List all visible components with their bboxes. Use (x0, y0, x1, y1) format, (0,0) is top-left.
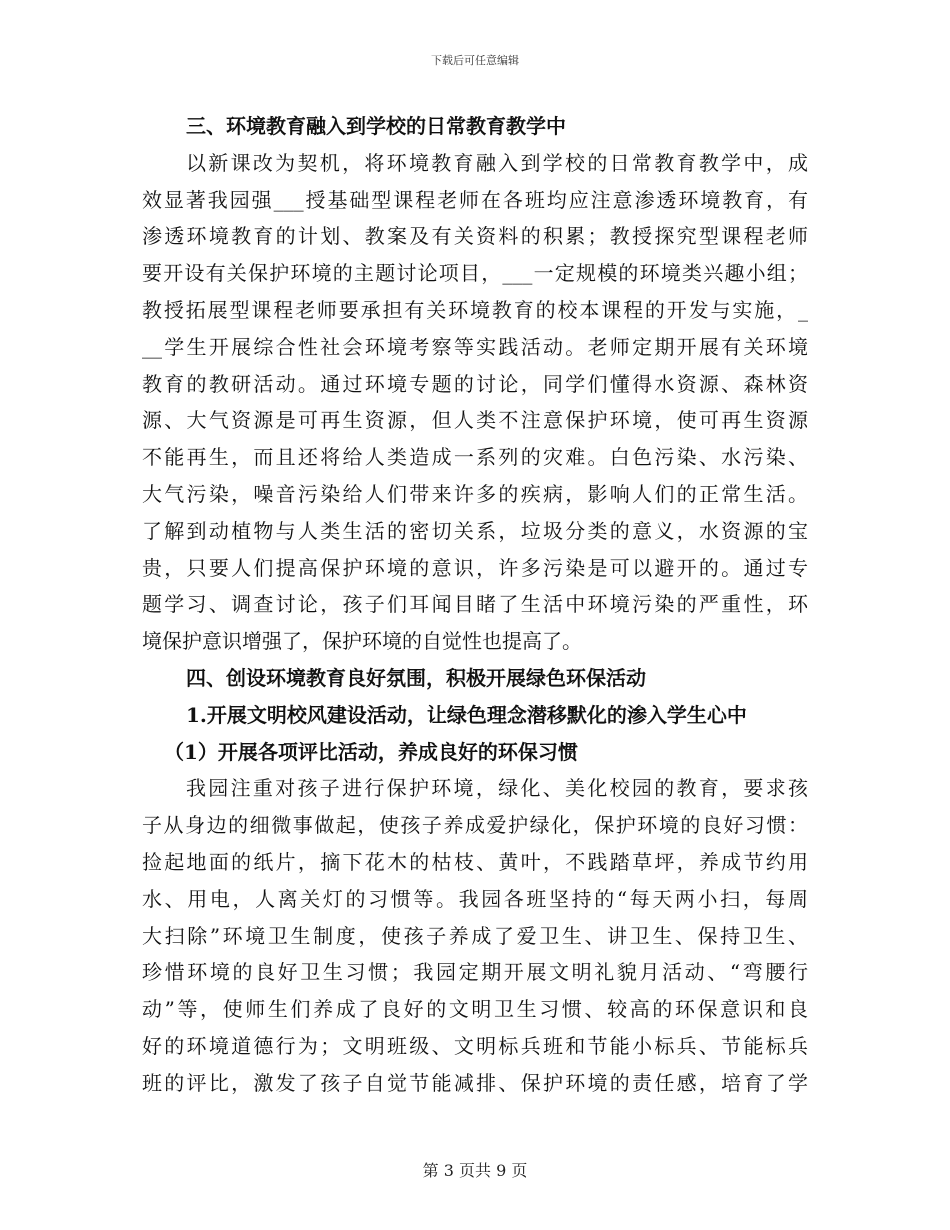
body-text-line: 源、大气资源是可再生资源，但人类不注意保护环境，使可再生资源 (142, 408, 808, 433)
body-text-line: __学生开展综合性社会环境考察等实践活动。老师定期开展有关环境 (142, 334, 808, 359)
body-text-line: 不能再生，而且还将给人类造成一系列的灾难。白色污染、水污染、 (142, 445, 808, 470)
section-heading-line: 1.开展文明校风建设活动，让绿色理念潜移默化的渗入学生心中 (186, 702, 747, 727)
body-text-line: 珍惜环境的良好卫生习惯；我园定期开展文明礼貌月活动、“弯腰行 (142, 960, 808, 985)
body-text-line: 以新课改为契机，将环境教育融入到学校的日常教育教学中，成 (186, 150, 808, 175)
body-text-line: 渗透环境教育的计划、教案及有关资料的积累；教授探究型课程老师 (142, 224, 808, 249)
section-heading-line: 四、创设环境教育良好氛围，积极开展绿色环保活动 (186, 665, 646, 690)
body-text-line: 贵，只要人们提高保护环境的意识，许多污染是可以避开的。通过专 (142, 555, 808, 580)
body-text-line: 题学习、调查讨论，孩子们耳闻目睹了生活中环境污染的严重性，环 (142, 592, 808, 617)
body-text-line: 了解到动植物与人类生活的密切关系，垃圾分类的意义，水资源的宝 (142, 518, 808, 543)
body-text-line: 好的环境道德行为；文明班级、文明标兵班和节能小标兵、节能标兵 (142, 1033, 808, 1058)
body-text-line: 水、用电，人离关灯的习惯等。我园各班坚持的“每天两小扫，每周 (142, 886, 808, 911)
body-text-line: 捡起地面的纸片，摘下花木的枯枝、黄叶，不践踏草坪，养成节约用 (142, 849, 808, 874)
body-text-line: 教育的教研活动。通过环境专题的讨论，同学们懂得水资源、森林资 (142, 371, 808, 396)
body-text-line: 效显著我园强___授基础型课程老师在各班均应注意渗透环境教育，有 (142, 187, 808, 212)
body-text-line: 教授拓展型课程老师要承担有关环境教育的校本课程的开发与实施，_ (142, 297, 808, 322)
body-text-line: 境保护意识增强了，保护环境的自觉性也提高了。 (142, 629, 582, 654)
body-text-line: 动”等，使师生们养成了良好的文明卫生习惯、较高的环保意识和良 (142, 997, 808, 1022)
body-text-line: 大气污染，噪音污染给人们带来许多的疾病，影响人们的正常生活。 (142, 481, 808, 506)
section-heading-line: 三、环境教育融入到学校的日常教育教学中 (186, 114, 566, 138)
body-text-line: 子从身边的细微事做起，使孩子养成爱护绿化，保护环境的良好习惯： (142, 813, 808, 838)
body-text-line: 大扫除”环境卫生制度，使孩子养成了爱卫生、讲卫生、保持卫生、 (142, 923, 808, 948)
body-text-line: 要开设有关保护环境的主题讨论项目，___一定规模的环境类兴趣小组； (142, 261, 808, 286)
page-header: 下载后可任意编辑 (431, 54, 519, 67)
body-text-line: 班的评比，激发了孩子自觉节能减排、保护环境的责任感，培育了学 (142, 1070, 808, 1095)
body-text-line: 我园注重对孩子进行保护环境，绿化、美化校园的教育，要求孩 (186, 776, 808, 801)
page-footer: 第 3 页共 9 页 (422, 1161, 528, 1180)
document-body (142, 108, 808, 1102)
section-heading-line: （1）开展各项评比活动，养成良好的环保习惯 (164, 739, 578, 764)
